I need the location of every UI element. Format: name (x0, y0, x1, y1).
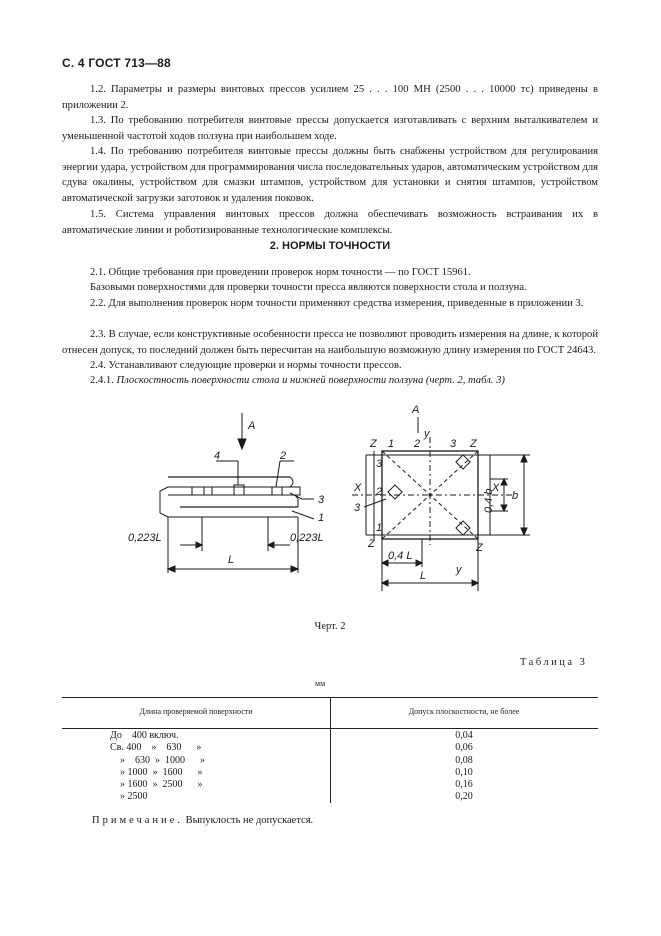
dim-04L: 0,4 L (388, 550, 413, 562)
check-title: Плоскостность поверхности стола и нижней поверхности ползуна (черт. 2, табл. 3) (116, 375, 505, 386)
corner-z-tr: Z (470, 438, 477, 450)
table-row-tolerance: 0,20 (455, 791, 473, 803)
num-1-left: 1 (376, 522, 383, 534)
dim-b: b (512, 490, 519, 502)
table-length-column (110, 730, 310, 804)
table-row-length: Св. 400 » 630 » (110, 742, 202, 754)
table-header-tolerance: Допуск плоскостности, не более (408, 707, 520, 716)
paragraph-2-4-1 (62, 373, 598, 389)
corner-z-br: Z (476, 542, 483, 554)
paragraph-1-3: 1.3. По требованию потребителя винтовые прессы допускается изготавливать с верхним выталкивателем и уменьшенной частотой ходов ползуна при наибольшем ходе. (62, 115, 598, 142)
axis-y-bottom: y (456, 564, 462, 576)
num-3-left: 3 (376, 458, 383, 470)
figure-drawing (120, 395, 600, 605)
table-row-length: » 1000 » 1600 » (110, 766, 203, 778)
callout-1: 1 (318, 512, 325, 524)
paragraph-2-4: 2.4. Устанавливают следующие проверки и нормы точности прессов. (90, 360, 402, 371)
dim-L-right: L (420, 570, 427, 582)
table-row-tolerance: 0,06 (455, 742, 473, 754)
figure-caption: Черт. 2 (314, 621, 346, 632)
paragraph-2-1: 2.1. Общие требования при проведении проверок норм точности — по ГОСТ 15961. (90, 267, 471, 278)
callout-3: 3 (318, 494, 325, 506)
note-label: Примечание. (92, 815, 183, 826)
table-row-tolerance: 0,04 (455, 730, 473, 741)
table-units: мм (315, 679, 326, 688)
corner-z-bl: Z (368, 538, 375, 550)
paragraph-base-surfaces: Базовыми поверхностями для проверки точности пресса являются поверхности стола и ползуна. (90, 282, 527, 293)
axis-y-top: y (424, 428, 430, 440)
paragraph-1-4: 1.4. По требованию потребителя винтовые прессы должны быть снабжены устройством для регулирования энергии удара, устройством для программирования числа последовательных ударов, автоматическим устройством для сдува окалины, устройством для смазки штампов, устройством для установки и снятия штампов, устройством автоматической загрузки заготовок и удаления поковок. (62, 146, 598, 204)
table-tolerance-column (330, 730, 598, 804)
dim-04b: 0,4 b (483, 488, 495, 513)
page-header: С. 4 ГОСТ 713—88 (62, 56, 171, 70)
paragraph-1-5: 1.5. Система управления винтовых прессов должна обеспечивать возможность встраивания их в автоматические линии и роботизированные технологические комплексы. (62, 209, 598, 236)
callout-3-right: 3 (354, 502, 361, 514)
paragraph-2-2: 2.2. Для выполнения проверок норм точности применяют средства измерения, приведенные в приложении 3. (90, 298, 584, 309)
num-2-top: 2 (414, 438, 421, 450)
dim-L-left: L (228, 554, 235, 566)
table-row-length: » 1600 » 2500 » (110, 779, 203, 791)
table-row-length: » 2500 (110, 791, 148, 803)
axis-x-right: X (492, 482, 500, 494)
table-row-tolerance: 0,10 (455, 766, 473, 778)
check-number: 2.4.1. (90, 375, 114, 386)
callout-4: 4 (214, 450, 221, 462)
view-label-left: A (248, 420, 256, 432)
table-row-length: » 630 » 1000 » (110, 754, 205, 766)
note-text: Выпуклость не допускается. (182, 815, 314, 826)
table-header-length: Длина проверяемой поверхности (139, 707, 253, 716)
callout-2: 2 (280, 450, 287, 462)
table-row-tolerance: 0,16 (455, 779, 473, 791)
axis-x-left: X (354, 482, 362, 494)
paragraph-2-3: 2.3. В случае, если конструктивные особенности пресса не позволяют проводить измерения на длине, к которой отнесен допуск, то последний должен быть пересчитан на наибольшую возможную длину измерения по ГОСТ 24643. (62, 329, 598, 356)
num-2-left: 2 (376, 486, 383, 498)
section-title: 2. НОРМЫ ТОЧНОСТИ (269, 240, 391, 252)
dim-left-2: 0,223L (290, 532, 324, 544)
paragraph-1-2: 1.2. Параметры и размеры винтовых прессов усилием 25 . . . 100 МН (2500 . . . 10000 тс) приведены в приложении 2. (62, 84, 598, 111)
table-row-length: До 400 включ. (110, 730, 179, 741)
num-1-top: 1 (388, 438, 395, 450)
num-3-top: 3 (450, 438, 457, 450)
table-row-tolerance: 0,08 (455, 754, 473, 766)
table-note (92, 815, 313, 826)
dim-left-1: 0,223L (128, 532, 162, 544)
table-label: Таблица 3 (520, 657, 588, 668)
view-label-right: A (412, 404, 420, 416)
corner-z-tl: Z (370, 438, 377, 450)
